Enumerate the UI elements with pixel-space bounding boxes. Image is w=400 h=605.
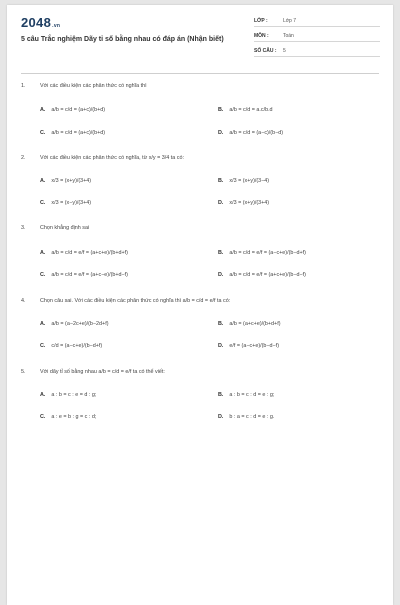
document-page: 2048.vn 5 câu Trắc nghiệm Dãy tỉ số bằng nhau có đáp án (Nhận biết) LỚP : Lớp 7 MÔN : Toán SỐ CÂU : 5 1. Với các điều kiện các phân thức có nghĩa thì A. a/b = c/d = (a+c)/(b+d) B. a/b = c/d = a.c/b.d C. a/b = c/d = (a+c)/(b+d) D. a/b = c/d = (a−c)/(b−d) 2. Với các điều kiện các phân thức có nghĩa, từ x/y = 3/4 ta có: A. x/3 = (x+y)/(3+4) B. x/3 = (x+y)/(3−4) C. x/3 = (x−y)/(3+4) D. x/3 = (x+y)/(3+4) 3. Chọn khẳng định sai A. a/b = c/d = e/f = (a+c+e)/(b+d+f) B. a/b = c/d = e/f = (a−c+e)/(b−d+f) C. a/b = c/d = e/f = (a+c−e)/(b+d−f) D. a/b = c/d = e/f = (a+c+e)/(b−d−f) 4. Chọn câu sai. Với các điều kiện các phân thức có nghĩa thì a/b = c/d = e/f ta có: A. a/b = (a−2c+e)/(b−2d+f) B. a/b = (a+c+e)/(b+d+f) C. c/d = (a−c+e)/(b−d+f) D. e/f = (a−c+e)/(b−d−f) 5. Với dãy tỉ số bằng nhau a/b = c/d = e/f ta có thể viết: A. a : b = c : e = d : g; B. a : b = c : d = e : g; C. a : e = b : g = c : d; D. b : a = c : d = e : g. [7,5,393,605]
q4-option-a[interactable]: A. a/b = (a−2c+e)/(b−2d+f) [40,321,109,327]
q1-option-d[interactable]: D. a/b = c/d = (a−c)/(b−d) [218,130,284,136]
q1-option-b[interactable]: B. a/b = c/d = a.c/b.d [218,107,273,113]
q2-option-b[interactable]: B. x/3 = (x+y)/(3−4) [218,178,270,184]
q2-option-a[interactable]: A. x/3 = (x+y)/(3+4) [40,178,92,184]
q2-option-c[interactable]: C. x/3 = (x−y)/(3+4) [40,200,92,206]
meta-row-class: LỚP : Lớp 7 [254,16,380,27]
q1-option-a[interactable]: A. a/b = c/d = (a+c)/(b+d) [40,107,106,113]
q3-option-c[interactable]: C. a/b = c/d = e/f = (a+c−e)/(b+d−f) [40,272,128,278]
header-divider [21,73,379,74]
site-logo[interactable]: 2048.vn [21,15,61,30]
q5-option-d[interactable]: D. b : a = c : d = e : g. [218,414,275,420]
q4-option-c[interactable]: C. c/d = (a−c+e)/(b−d+f) [40,343,103,349]
q4-option-b[interactable]: B. a/b = (a+c+e)/(b+d+f) [218,321,281,327]
q1-option-c[interactable]: C. a/b = c/d = (a+c)/(b+d) [40,130,106,136]
q3-option-d[interactable]: D. a/b = c/d = e/f = (a+c+e)/(b−d−f) [218,272,306,278]
q5-option-c[interactable]: C. a : e = b : g = c : d; [40,414,97,420]
q5-option-a[interactable]: A. a : b = c : e = d : g; [40,392,97,398]
q4-option-d[interactable]: D. e/f = (a−c+e)/(b−d−f) [218,343,279,349]
q3-option-b[interactable]: B. a/b = c/d = e/f = (a−c+e)/(b−d+f) [218,250,306,256]
q2-option-d[interactable]: D. x/3 = (x+y)/(3+4) [218,200,270,206]
q5-option-b[interactable]: B. a : b = c : d = e : g; [218,392,275,398]
q3-option-a[interactable]: A. a/b = c/d = e/f = (a+c+e)/(b+d+f) [40,250,128,256]
meta-row-count: SỐ CÂU : 5 [254,46,380,57]
meta-row-subject: MÔN : Toán [254,31,380,42]
document-title: 5 câu Trắc nghiệm Dãy tỉ số bằng nhau có đáp án (Nhận biết) [21,36,224,43]
document-header [7,5,393,71]
